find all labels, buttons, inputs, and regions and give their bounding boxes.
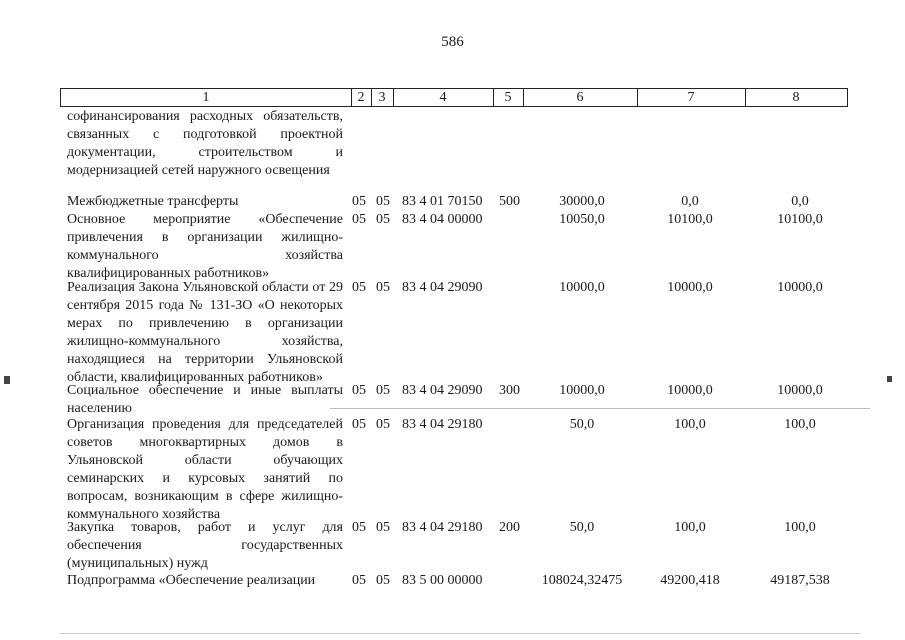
cell-section: 05 <box>352 280 366 295</box>
row-description: Подпрограмма «Обеспечение реализации <box>67 573 316 588</box>
row-description: софинансирования расходных обязательств, связанных с подготовкой проектной документации, строительством и модернизацией сетей наружного освещения <box>67 109 343 178</box>
cell-amount-2: 10000,0 <box>667 383 713 398</box>
header-col-4: 4 <box>393 89 494 106</box>
table-header <box>60 88 848 107</box>
cell-target-article: 83 4 04 29180 <box>402 520 483 535</box>
cell-subsection: 05 <box>376 194 390 209</box>
cell-subsection: 05 <box>376 417 390 432</box>
scan-mark <box>4 376 10 384</box>
row-description: Организация проведения для председателей советов многоквартирных домов в Ульяновской области обучающих семинарских и курсовых занятий по вопросам, возникающим в сфере жилищно-коммунального хозяйства <box>67 417 343 522</box>
cell-target-article: 83 4 04 29090 <box>402 383 483 398</box>
cell-expense-type: 200 <box>499 520 520 535</box>
header-col-1: 1 <box>61 89 352 106</box>
cell-section: 05 <box>352 520 366 535</box>
cell-amount-2: 10000,0 <box>667 280 713 295</box>
cell-amount-2: 10100,0 <box>667 212 713 227</box>
scan-noise-line <box>60 633 860 634</box>
header-col-3: 3 <box>371 89 394 106</box>
cell-amount-1: 50,0 <box>569 417 595 432</box>
row-description: Закупка товаров, работ и услуг для обеспечения государственных (муниципальных) нужд <box>67 520 343 571</box>
cell-amount-2: 100,0 <box>674 520 706 535</box>
cell-amount-3: 100,0 <box>784 417 816 432</box>
cell-amount-3: 0,0 <box>791 194 809 209</box>
cell-target-article: 83 4 01 70150 <box>402 194 483 209</box>
cell-section: 05 <box>352 573 366 588</box>
cell-section: 05 <box>352 212 366 227</box>
cell-amount-3: 10000,0 <box>777 383 823 398</box>
cell-amount-1: 10050,0 <box>559 212 605 227</box>
scan-noise-line <box>330 408 870 409</box>
cell-amount-1: 10000,0 <box>559 383 605 398</box>
header-col-7: 7 <box>637 89 746 106</box>
cell-subsection: 05 <box>376 573 390 588</box>
cell-amount-1: 10000,0 <box>559 280 605 295</box>
cell-section: 05 <box>352 417 366 432</box>
cell-amount-3: 100,0 <box>784 520 816 535</box>
header-col-6: 6 <box>523 89 638 106</box>
page-number: 586 <box>441 34 464 50</box>
cell-target-article: 83 4 04 29090 <box>402 280 483 295</box>
header-col-5: 5 <box>493 89 524 106</box>
row-description: Реализация Закона Ульяновской области от 29 сентября 2015 года № 131-ЗО «О некоторых мерах по привлечению в организации жилищно-коммунального хозяйства, находящиеся на территории Ульяновской области, квалифицированных работников» <box>67 280 343 385</box>
row-description: Социальное обеспечение и иные выплаты населению <box>67 383 343 416</box>
cell-subsection: 05 <box>376 280 390 295</box>
cell-amount-2: 0,0 <box>681 194 699 209</box>
cell-amount-3: 49187,538 <box>770 573 830 588</box>
cell-amount-3: 10000,0 <box>777 280 823 295</box>
cell-subsection: 05 <box>376 383 390 398</box>
cell-amount-3: 10100,0 <box>777 212 823 227</box>
cell-amount-1: 108024,32475 <box>541 573 623 588</box>
header-col-2: 2 <box>351 89 372 106</box>
cell-target-article: 83 4 04 00000 <box>402 212 483 227</box>
scan-mark <box>887 376 892 382</box>
cell-section: 05 <box>352 194 366 209</box>
row-description: Основное мероприятие «Обеспечение привлечения в организации жилищно-коммунального хозяйства квалифицированных работников» <box>67 212 343 281</box>
cell-amount-1: 30000,0 <box>559 194 605 209</box>
cell-subsection: 05 <box>376 212 390 227</box>
cell-amount-2: 100,0 <box>674 417 706 432</box>
cell-target-article: 83 5 00 00000 <box>402 573 483 588</box>
cell-amount-1: 50,0 <box>569 520 595 535</box>
cell-expense-type: 500 <box>499 194 520 209</box>
cell-amount-2: 49200,418 <box>660 573 720 588</box>
cell-target-article: 83 4 04 29180 <box>402 417 483 432</box>
cell-section: 05 <box>352 383 366 398</box>
row-description: Межбюджетные трансферты <box>67 194 239 209</box>
cell-subsection: 05 <box>376 520 390 535</box>
cell-expense-type: 300 <box>499 383 520 398</box>
header-col-8: 8 <box>792 90 800 105</box>
